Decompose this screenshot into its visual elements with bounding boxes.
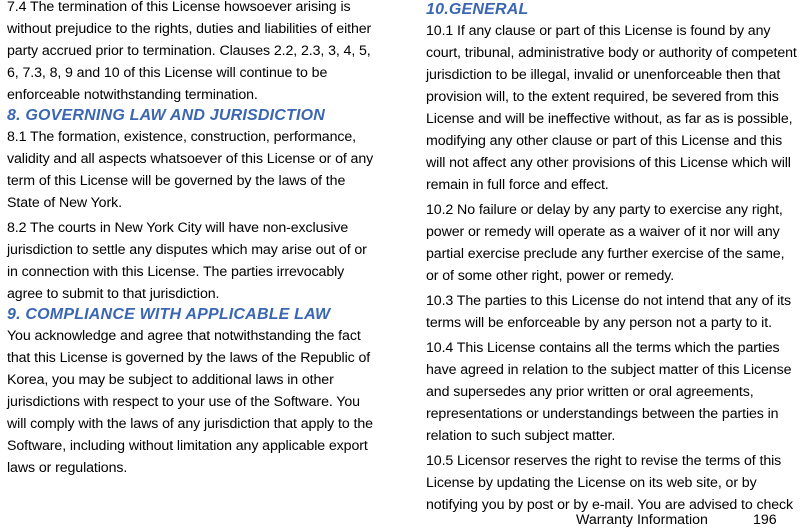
clause-7-4: 7.4 The termination of this License howsoever arising is without prejudice to the rights, duties and liabilities of either party accrued prior to termination. Clauses 2.2, 2.3, 3, 4, 5, 6, 7.3, 8, 9 and 10 of this License will continue to be enforceable notwithstanding termination. — [7, 0, 372, 103]
clause-10-5: 10.5 Licensor reserves the right to revise the terms of this License by updating the License on its web site, or by notifying you by post or by e-mail. You are advised to check — [426, 453, 794, 513]
clause-8-2: 8.2 The courts in New York City will have non-exclusive jurisdiction to settle any disputes which may arise out of or in connection with this License. The parties irrevocably agree to submit to that jurisdiction. — [7, 220, 367, 302]
section-heading-compliance: 9. COMPLIANCE WITH APPLICABLE LAW — [7, 306, 331, 323]
clause-8-1: 8.1 The formation, existence, construction, performance, validity and all aspects whatsoever of this License or of any term of this License will be governed by the laws of the State of New York. — [7, 129, 374, 211]
clause-9: You acknowledge and agree that notwithstanding the fact that this License is governed by the laws of the Republic of Korea, you may be subject to additional laws in other jurisdictions with respect to your use of the Software. You will comply with the laws of any jurisdiction that apply to the Software, including without limitation any applicable export laws or regulations. — [7, 328, 373, 476]
page-footer — [560, 510, 800, 530]
section-heading-general: 10.GENERAL — [426, 1, 529, 18]
footer-section-label: Warranty Information — [576, 512, 708, 528]
left-column — [7, 0, 381, 479]
section-heading-governing-law: 8. GOVERNING LAW AND JURISDICTION — [7, 107, 326, 124]
page-number: 196 — [753, 512, 777, 528]
clause-10-1: 10.1 If any clause or part of this License is found by any court, tribunal, administrative body or authority of competent jurisdiction to be illegal, invalid or unenforceable then that provision will, to the extent required, be severed from this License and will be ineffective without, as far as is possible, modifying any other clause or part of this License and this will not affect any other provisions of this License which will remain in full force and effect. — [426, 23, 797, 193]
clause-10-4: 10.4 This License contains all the terms which the parties have agreed in relation to the subject matter of this License and supersedes any prior written or oral agreements, representations or understandings between the parties in relation to such subject matter. — [426, 340, 792, 444]
clause-10-2: 10.2 No failure or delay by any party to exercise any right, power or remedy will operate as a waiver of it nor will any partial exercise preclude any further exercise of the same, or of some other right, power or remedy. — [426, 202, 785, 284]
right-column — [426, 0, 798, 516]
clause-10-3: 10.3 The parties to this License do not intend that any of its terms will be enforceable by any person not a party to it. — [426, 293, 792, 331]
